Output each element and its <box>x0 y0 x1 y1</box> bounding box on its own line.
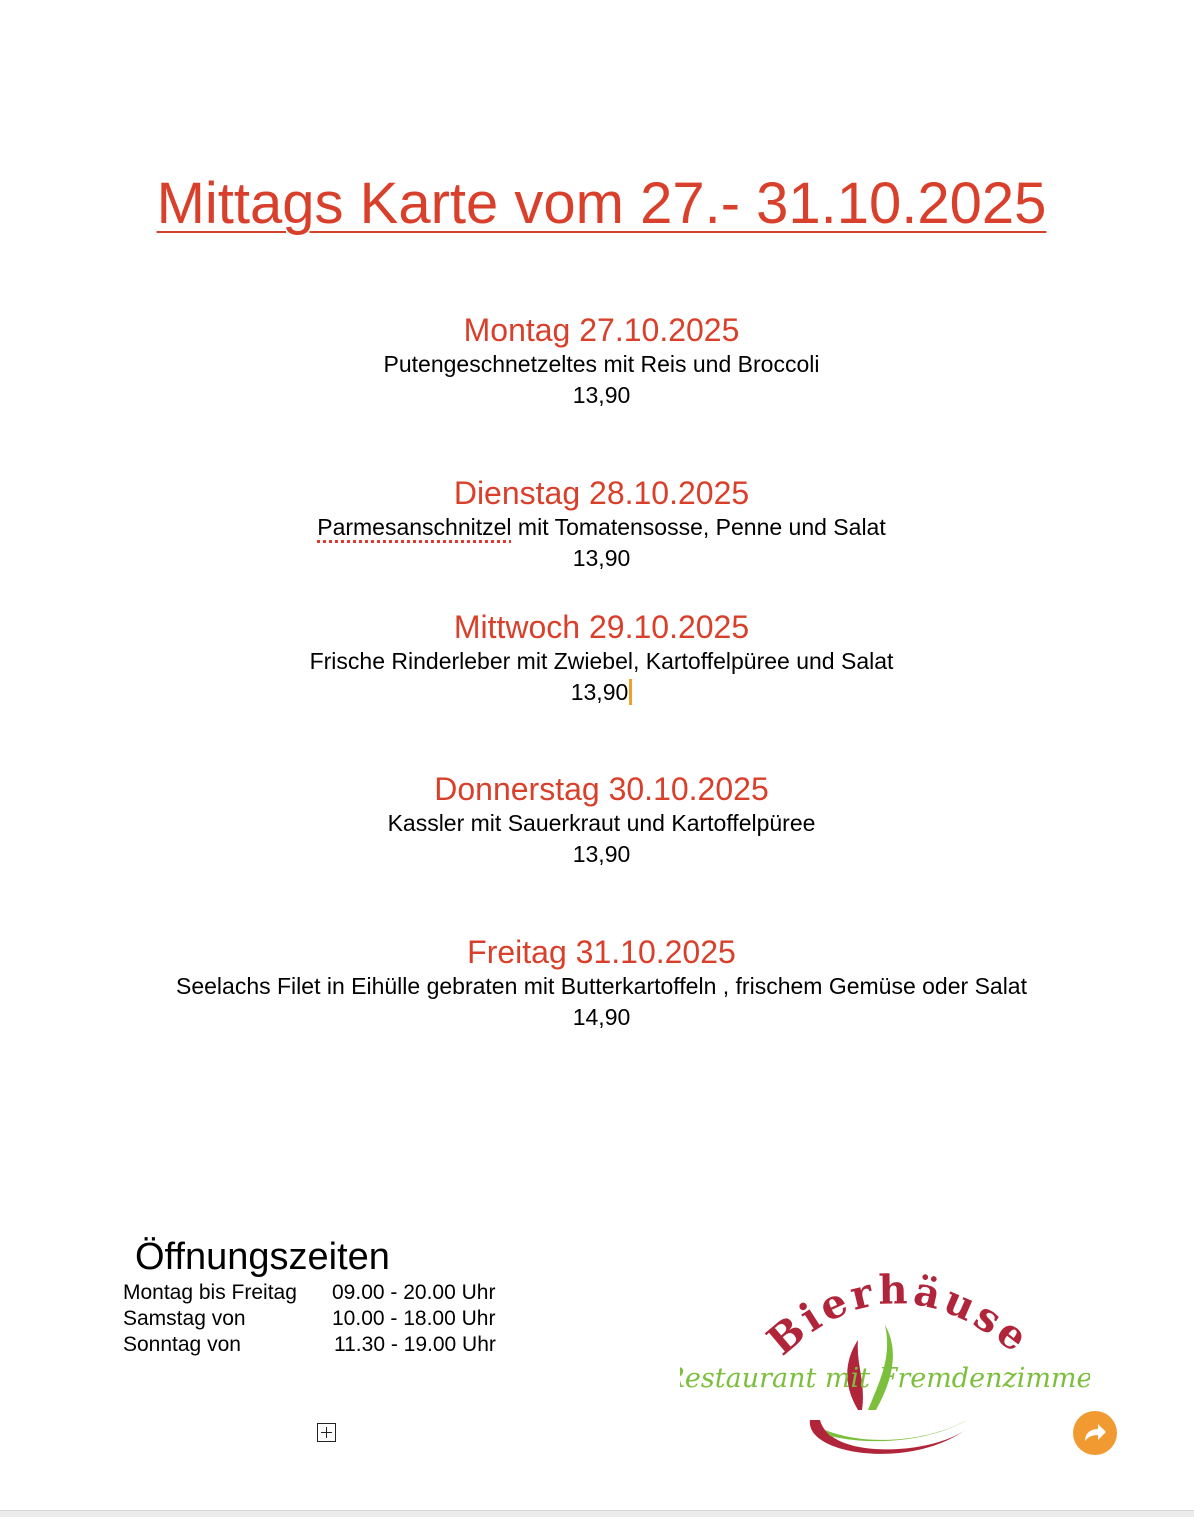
dish-text-rest: mit Tomatensosse, Penne und Salat <box>511 514 886 540</box>
hours-row <box>123 1280 583 1306</box>
day-heading: Donnerstag 30.10.2025 <box>434 771 769 807</box>
hours-label: Samstag von <box>123 1307 246 1330</box>
dish-text <box>0 512 1194 543</box>
day-heading: Montag 27.10.2025 <box>463 312 740 348</box>
text-cursor <box>629 679 632 705</box>
dish-text: Kassler mit Sauerkraut und Kartoffelpüree <box>387 810 816 836</box>
hours-label: Sonntag von <box>123 1333 241 1356</box>
hours-value: 11.30 - 19.00 Uhr <box>334 1333 496 1356</box>
menu-title: Mittags Karte vom 27.- 31.10.2025 <box>156 171 1047 236</box>
dish-text: Frische Rinderleber mit Zwiebel, Kartoffelpüree und Salat <box>309 648 894 674</box>
opening-hours <box>123 1234 583 1358</box>
dish-price: 14,90 <box>572 1004 631 1030</box>
day-wednesday <box>0 608 1194 708</box>
dish-text: Seelachs Filet in Eihülle gebraten mit Butterkartoffeln , frischem Gemüse oder Salat <box>176 973 1027 999</box>
day-heading: Dienstag 28.10.2025 <box>453 475 750 511</box>
hours-row <box>123 1332 583 1358</box>
hours-row <box>123 1306 583 1332</box>
hours-value: 10.00 - 18.00 Uhr <box>332 1307 496 1330</box>
logo-brand-path: Bierhäuse <box>758 1270 1040 1365</box>
logo-graphic <box>680 1270 1090 1480</box>
dish-price-line[interactable] <box>0 677 1194 708</box>
hours-label: Montag bis Freitag <box>123 1281 297 1304</box>
dish-text: Putengeschnetzeltes mit Reis und Broccoli <box>383 351 820 377</box>
logo-subtitle: Restaurant mit Fremdenzimmer <box>680 1363 1090 1394</box>
misspelled-word[interactable]: Parmesanschnitzel <box>317 514 512 540</box>
dish-price: 13,90 <box>572 841 631 867</box>
logo-swoosh-green <box>825 1418 970 1441</box>
plus-square-icon[interactable] <box>317 1423 336 1442</box>
opening-hours-title: Öffnungszeiten <box>135 1236 390 1278</box>
dish-price: 13,90 <box>572 545 631 571</box>
day-thursday <box>0 770 1194 870</box>
day-monday <box>0 311 1194 411</box>
share-button[interactable] <box>1073 1411 1117 1455</box>
logo-swoosh-red <box>810 1420 965 1454</box>
day-heading: Mittwoch 29.10.2025 <box>453 609 750 645</box>
dish-price: 13,90 <box>570 679 629 705</box>
logo-brand-name <box>680 1270 1040 1365</box>
day-tuesday <box>0 474 1194 574</box>
hours-value: 09.00 - 20.00 Uhr <box>332 1281 496 1304</box>
day-heading: Freitag 31.10.2025 <box>467 934 736 970</box>
day-friday <box>0 933 1194 1033</box>
share-arrow-icon <box>1082 1422 1108 1444</box>
dish-price: 13,90 <box>572 382 631 408</box>
bierhaeusel-logo <box>680 1270 1090 1480</box>
